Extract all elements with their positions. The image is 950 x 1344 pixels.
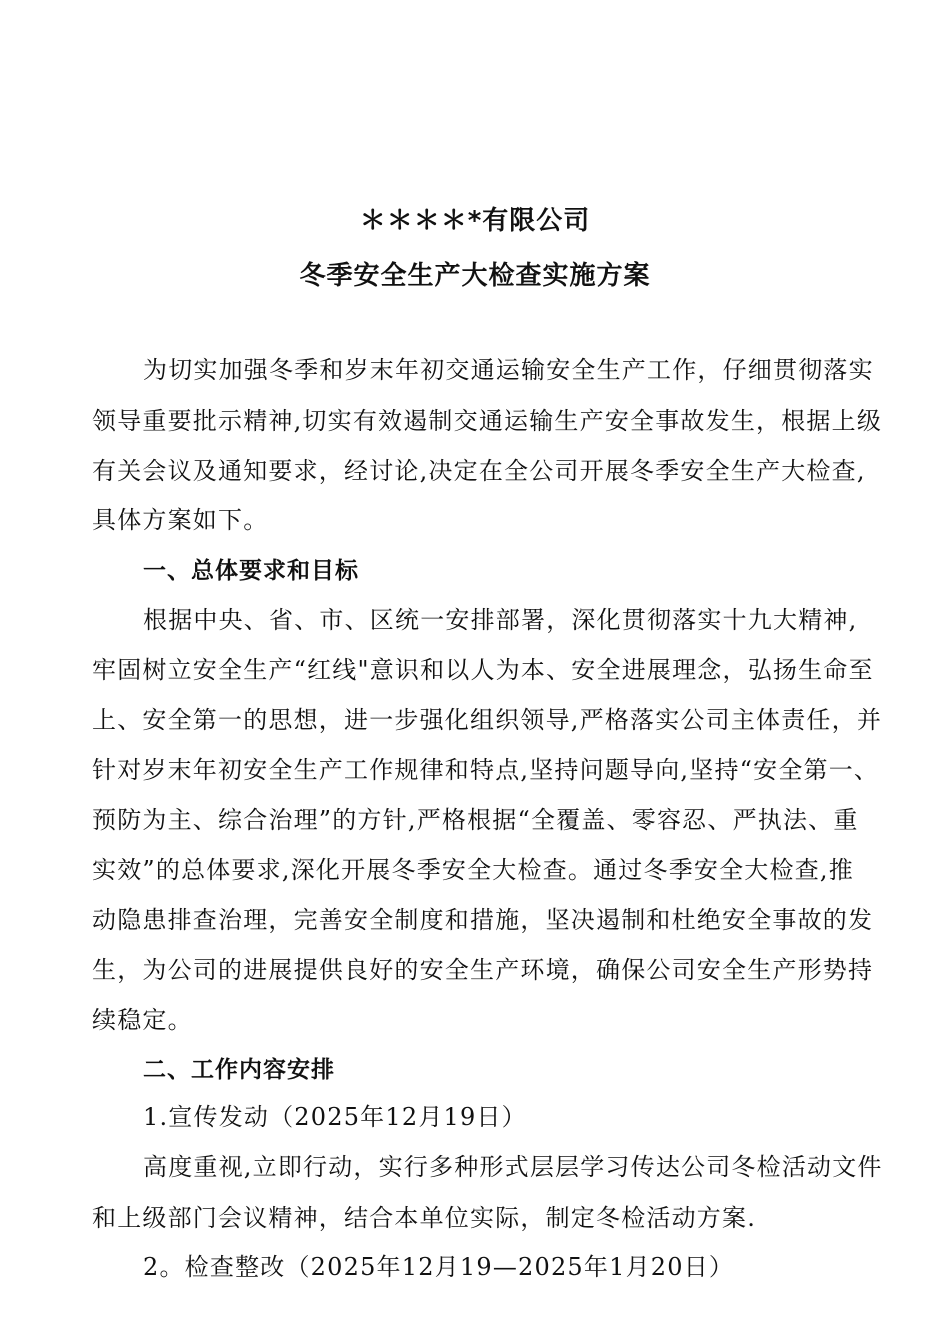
section1-line: 生，为公司的进展提供良好的安全生产环境，确保公司安全生产形势持 [92,956,874,984]
section1-line: 动隐患排查治理，完善安全制度和措施，坚决遏制和杜绝安全事故的发 [92,906,874,934]
item1-line: 高度重视,立即行动，实行多种形式层层学习传达公司冬检活动文件 [143,1153,883,1181]
item1-line: 和上级部门会议精神，结合本单位实际，制定冬检活动方案. [92,1204,757,1232]
section1-line: 上、安全第一的思想，进一步强化组织领导,严格落实公司主体责任，并 [92,706,883,734]
intro-line: 有关会议及通知要求，经讨论,决定在全公司开展冬季安全生产大检查, [92,457,866,485]
intro-line: 领导重要批示精神,切实有效遏制交通运输生产安全事故发生，根据上级 [92,407,883,435]
section1-line: 续稳定。 [92,1006,193,1034]
section1-line: 根据中央、省、市、区统一安排部署，深化贯彻落实十九大精神, [143,606,858,634]
section-heading-1: 一、总体要求和目标 [143,558,359,584]
section1-line: 实效”的总体要求,深化开展冬季安全大检查。通过冬季安全大检查,推 [92,856,854,884]
section-heading-2: 二、工作内容安排 [143,1057,335,1083]
intro-line: 具体方案如下。 [92,506,269,534]
intro-line: 为切实加强冬季和岁末年初交通运输安全生产工作，仔细贯彻落实 [143,356,874,384]
item1-title: 1.宣传发动（2025年12月19日） [143,1103,527,1131]
item2-title: 2。检查整改（2025年12月19—2025年1月20日） [143,1253,735,1281]
company-title: ＊＊＊＊*有限公司 [359,206,591,236]
section1-line: 牢固树立安全生产“红线"意识和以人为本、安全进展理念，弘扬生命至 [92,656,874,684]
plan-title: 冬季安全生产大检查实施方案 [299,261,651,291]
section1-line: 预防为主、综合治理”的方针,严格根据“全覆盖、零容忍、严执法、重 [92,806,859,834]
section1-line: 针对岁末年初安全生产工作规律和特点,坚持问题导向,坚持“安全第一、 [92,756,880,784]
